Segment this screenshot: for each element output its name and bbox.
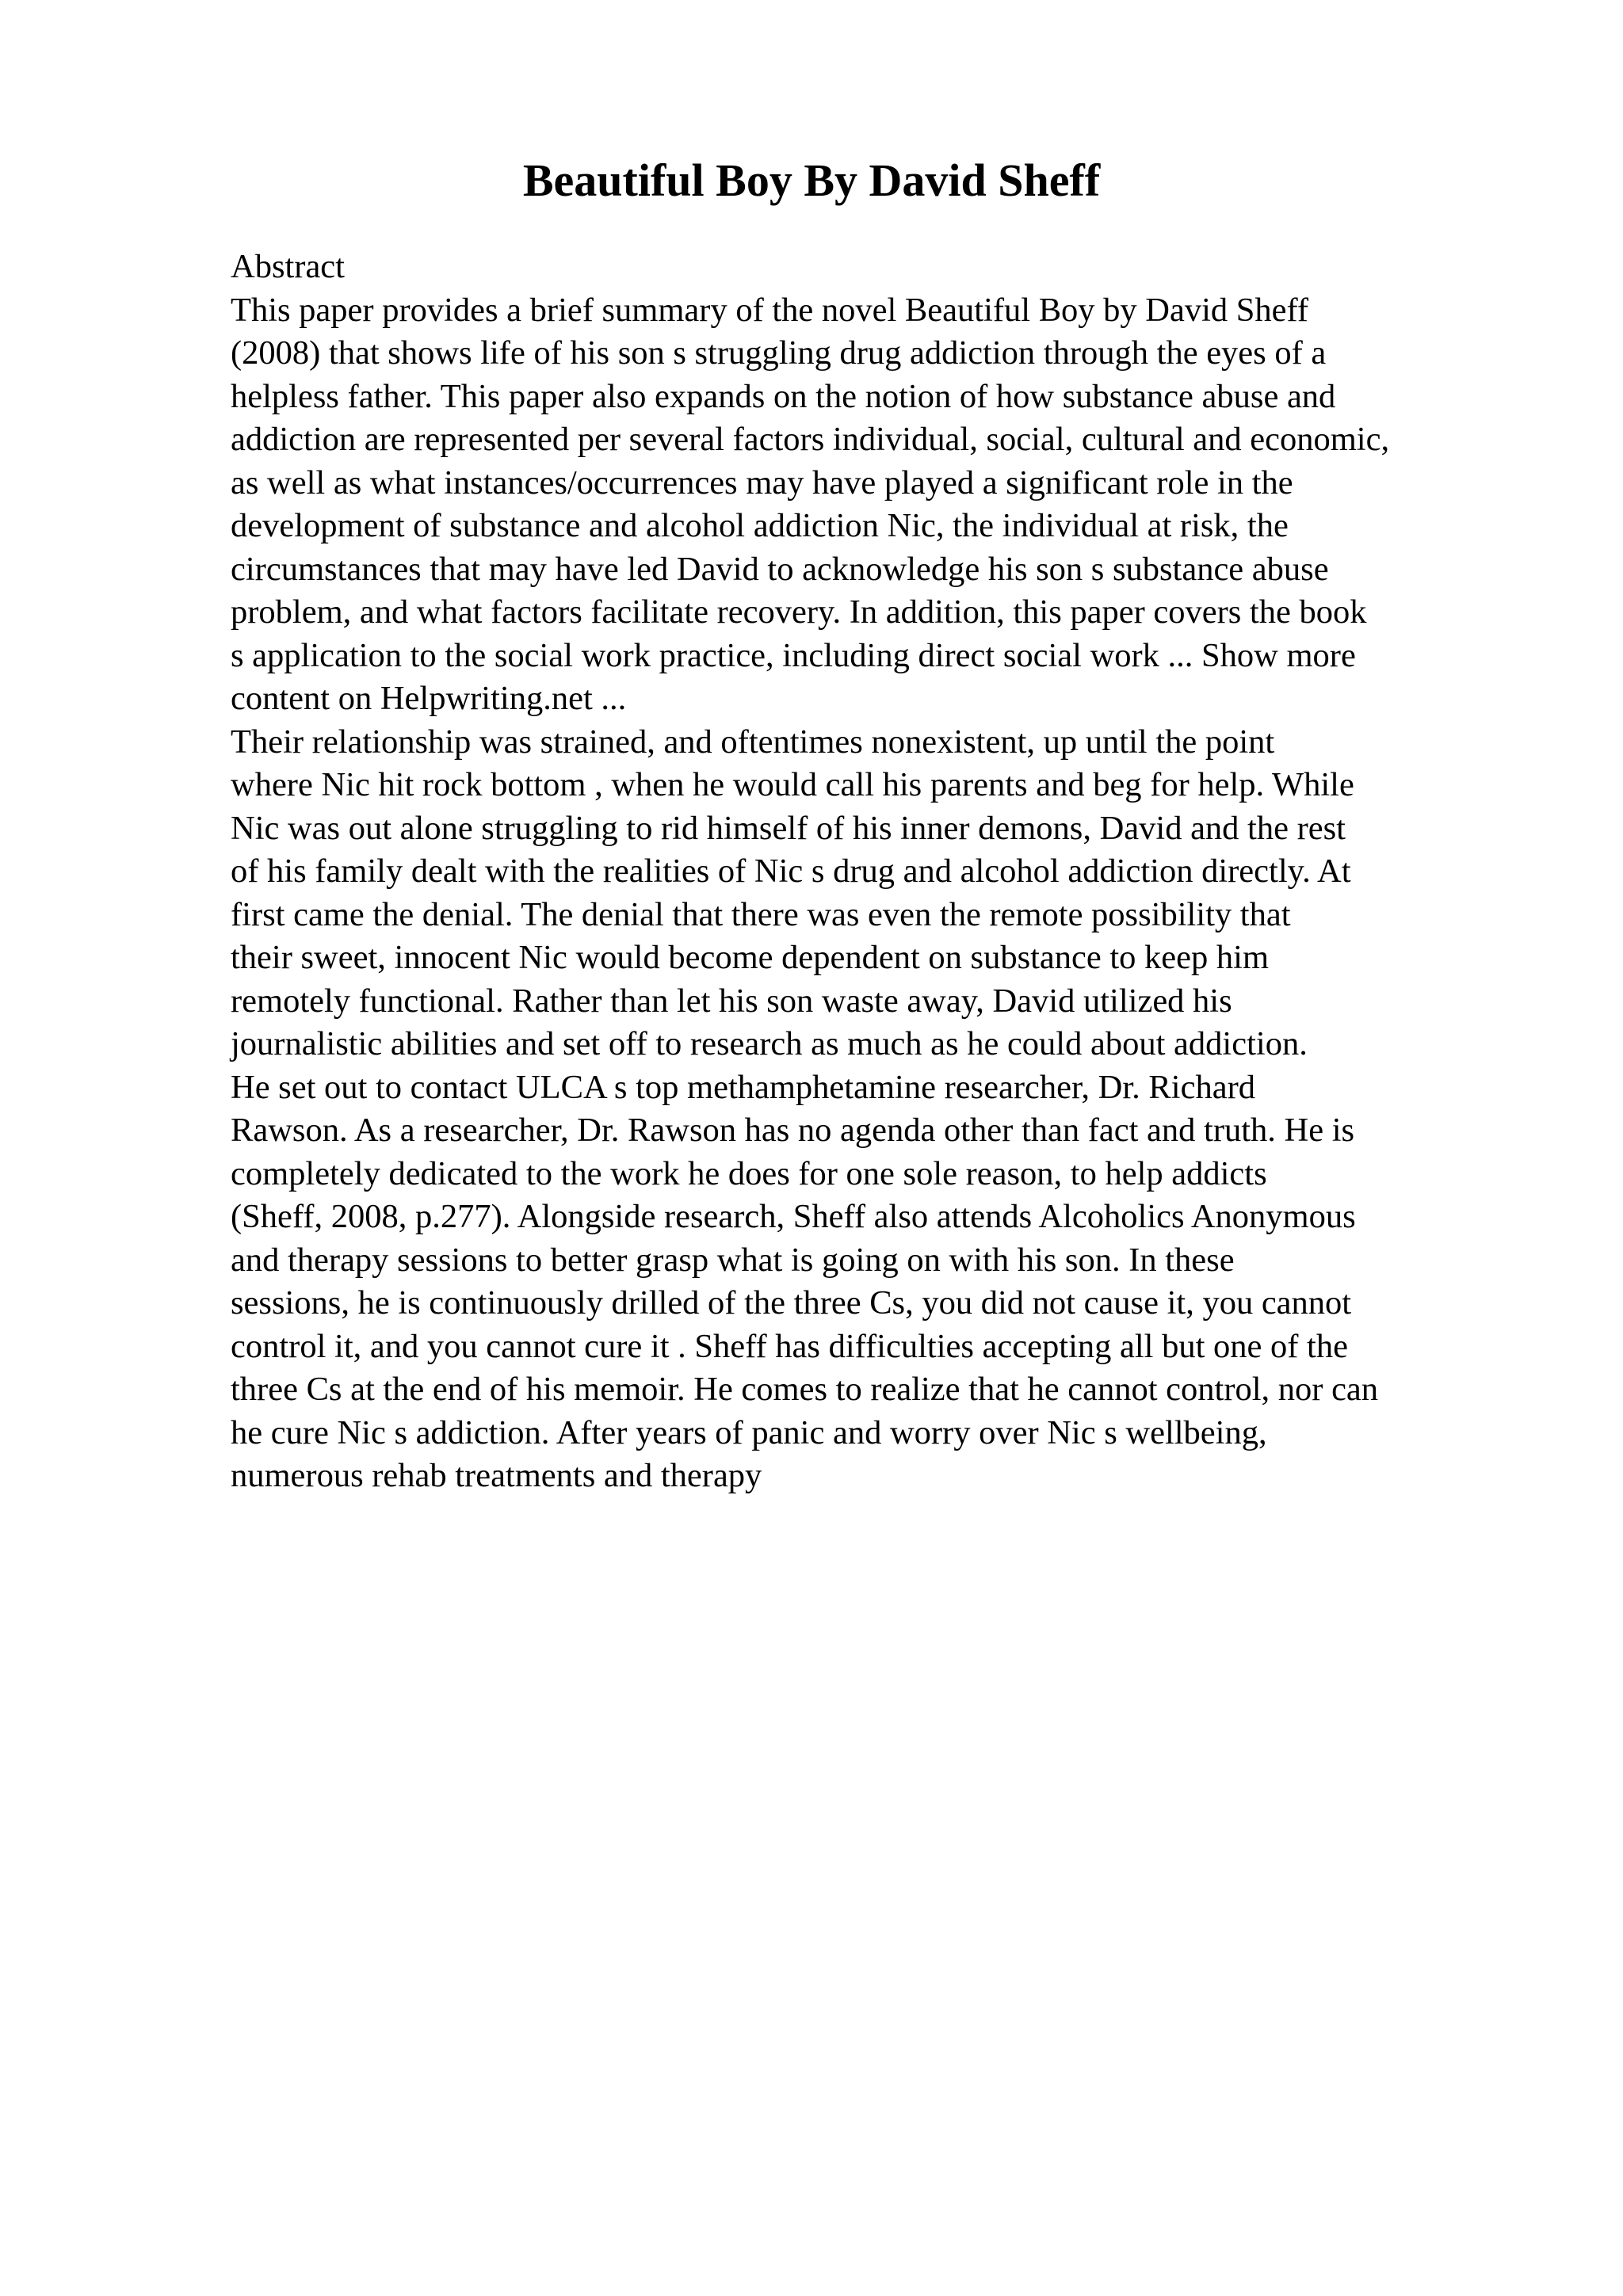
document-body [231,246,1514,1498]
text-line: helpless father. This paper also expands on the notion of how substance abuse and [231,377,1336,415]
document-title: Beautiful Boy By David Sheff [522,154,1101,206]
text-line: Their relationship was strained, and oftentimes nonexistent, up until the point [231,723,1275,761]
text-line: remotely functional. Rather than let his son waste away, David utilized his [231,982,1232,1020]
text-line: (2008) that shows life of his son s struggling drug addiction through the eyes of a [231,334,1327,372]
text-line: He set out to contact ULCA s top methamphetamine researcher, Dr. Richard [231,1068,1255,1106]
text-line: numerous rehab treatments and therapy [231,1457,762,1494]
text-line: journalistic abilities and set off to research as much as he could about addiction. [231,1025,1308,1062]
text-line: completely dedicated to the work he does for one sole reason, to help addicts [231,1154,1267,1192]
text-line: three Cs at the end of his memoir. He comes to realize that he cannot control, nor can [231,1371,1379,1408]
text-line: s application to the social work practice, including direct social work ... Show more [231,636,1356,674]
text-line: control it, and you cannot cure it . Sheff has difficulties accepting all but one of the [231,1327,1348,1365]
text-line: addiction are represented per several factors individual, social, cultural and economic, [231,421,1390,458]
text-line: (Sheff, 2008, p.277). Alongside research, Sheff also attends Alcoholics Anonymous [231,1198,1356,1235]
text-line: Rawson. As a researcher, Dr. Rawson has no agenda other than fact and truth. He is [231,1112,1355,1149]
text-line: of his family dealt with the realities of Nic s drug and alcohol addiction directly. At [231,852,1351,890]
text-line: their sweet, innocent Nic would become dependent on substance to keep him [231,939,1270,976]
abstract-heading: Abstract [231,248,345,285]
text-line: This paper provides a brief summary of the novel Beautiful Boy by David Sheff [231,291,1309,329]
text-line: circumstances that may have led David to acknowledge his son s substance abuse [231,550,1329,588]
text-line: and therapy sessions to better grasp what is going on with his son. In these [231,1241,1235,1279]
text-line: development of substance and alcohol addiction Nic, the individual at risk, the [231,507,1289,544]
text-line: problem, and what factors facilitate recovery. In addition, this paper covers the book [231,593,1367,631]
text-line: as well as what instances/occurrences may have played a significant role in the [231,463,1293,502]
text-line: first came the denial. The denial that there was even the remote possibility that [231,895,1291,933]
text-line: sessions, he is continuously drilled of the three Cs, you did not cause it, you cannot [231,1284,1352,1322]
text-line: Nic was out alone struggling to rid himself of his inner demons, David and the rest [231,809,1346,847]
text-line: content on Helpwriting.net ... [231,680,627,717]
text-line: he cure Nic s addiction. After years of panic and worry over Nic s wellbeing, [231,1413,1267,1451]
text-line: where Nic hit rock bottom , when he would call his parents and beg for help. While [231,766,1354,803]
